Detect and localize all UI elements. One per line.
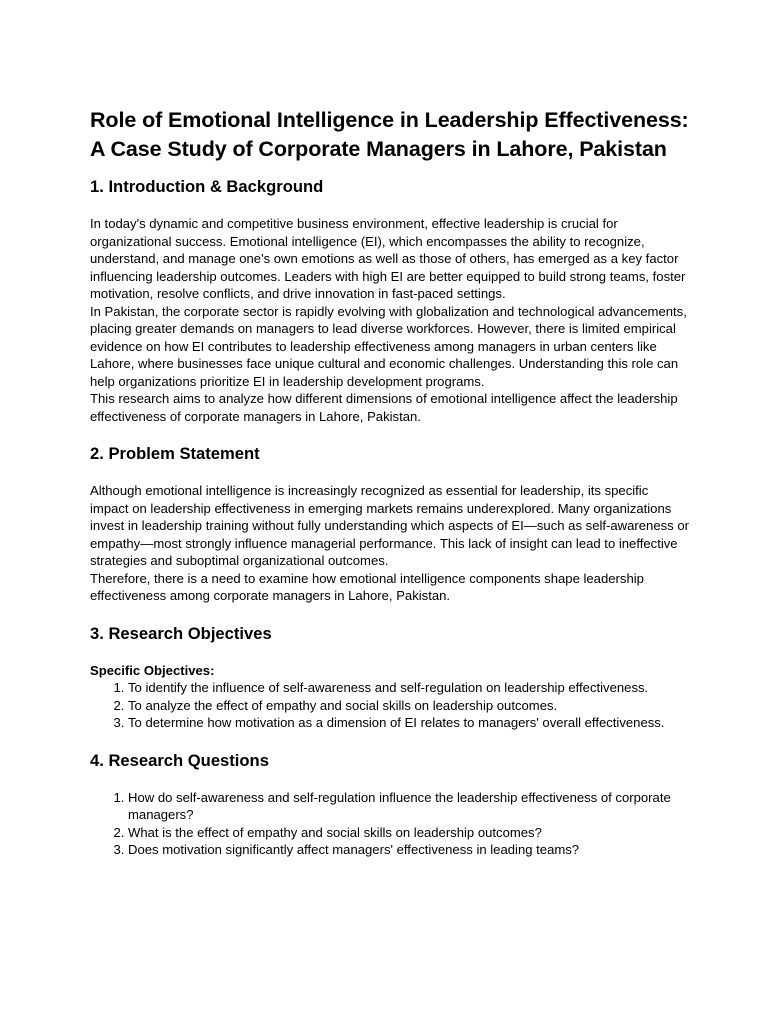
- section-introduction: [90, 176, 690, 425]
- list-item: 3. Does motivation significantly affect managers' effectiveness in leading teams?: [128, 841, 690, 859]
- document-page: [90, 106, 690, 877]
- problem-paragraph-1: Although emotional intelligence is increasingly recognized as essential for leadership, its specific impact on leadership effectiveness in emerging markets remains underexplored. Many organizations invest in leadership training without fully understanding which aspects of EI—such as self-awareness or empathy—most strongly influence managerial performance. This lack of insight can lead to ineffective strategies and suboptimal organizational outcomes.: [90, 483, 689, 568]
- document-title: Role of Emotional Intelligence in Leadership Effectiveness: A Case Study of Corporate Managers in Lahore, Pakistan: [90, 108, 689, 161]
- section-research-questions: [90, 750, 690, 859]
- list-item: 2. What is the effect of empathy and social skills on leadership outcomes?: [128, 824, 690, 842]
- intro-paragraph-3: This research aims to analyze how different dimensions of emotional intelligence affect the leadership effectiveness of corporate managers in Lahore, Pakistan.: [90, 391, 678, 424]
- list-item: 2. To analyze the effect of empathy and social skills on leadership outcomes.: [128, 697, 690, 715]
- section-problem-statement: [90, 443, 690, 605]
- section-heading-research-objectives: 3. Research Objectives: [90, 623, 272, 643]
- intro-paragraph-1: In today's dynamic and competitive business environment, effective leadership is crucial for organizational success. Emotional intelligence (EI), which encompasses the ability to recognize, understand, and manage one's own emotions as well as those of others, has emerged as a key factor influencing leadership outcomes. Leaders with high EI are better equipped to build strong teams, foster motivation, resolve conflicts, and drive innovation in fast-paced settings.: [90, 216, 686, 301]
- objectives-list: [90, 679, 690, 732]
- intro-paragraph-2: In Pakistan, the corporate sector is rapidly evolving with globalization and technological advancements, placing greater demands on managers to lead diverse workforces. However, there is limited empirical evidence on how EI contributes to leadership effectiveness among managers in urban centers like Lahore, where businesses face unique cultural and economic challenges. Understanding this role can help organizations prioritize EI in leadership development programs.: [90, 303, 687, 389]
- section-research-objectives: [90, 623, 690, 732]
- questions-list: [90, 789, 690, 859]
- section-heading-research-questions: 4. Research Questions: [90, 750, 269, 770]
- section-heading-problem-statement: 2. Problem Statement: [90, 444, 260, 463]
- specific-objectives-label: Specific Objectives:: [90, 662, 215, 678]
- list-item: 1. To identify the influence of self-awareness and self-regulation on leadership effectiveness.: [128, 679, 690, 697]
- list-item: 1. How do self-awareness and self-regulation influence the leadership effectiveness of corporate managers?: [128, 789, 690, 824]
- list-item: 3. To determine how motivation as a dimension of EI relates to managers' overall effectiveness.: [128, 714, 690, 732]
- section-heading-introduction: 1. Introduction & Background: [90, 177, 324, 196]
- problem-paragraph-2: Therefore, there is a need to examine how emotional intelligence components shape leadership effectiveness among corporate managers in Lahore, Pakistan.: [90, 570, 644, 603]
